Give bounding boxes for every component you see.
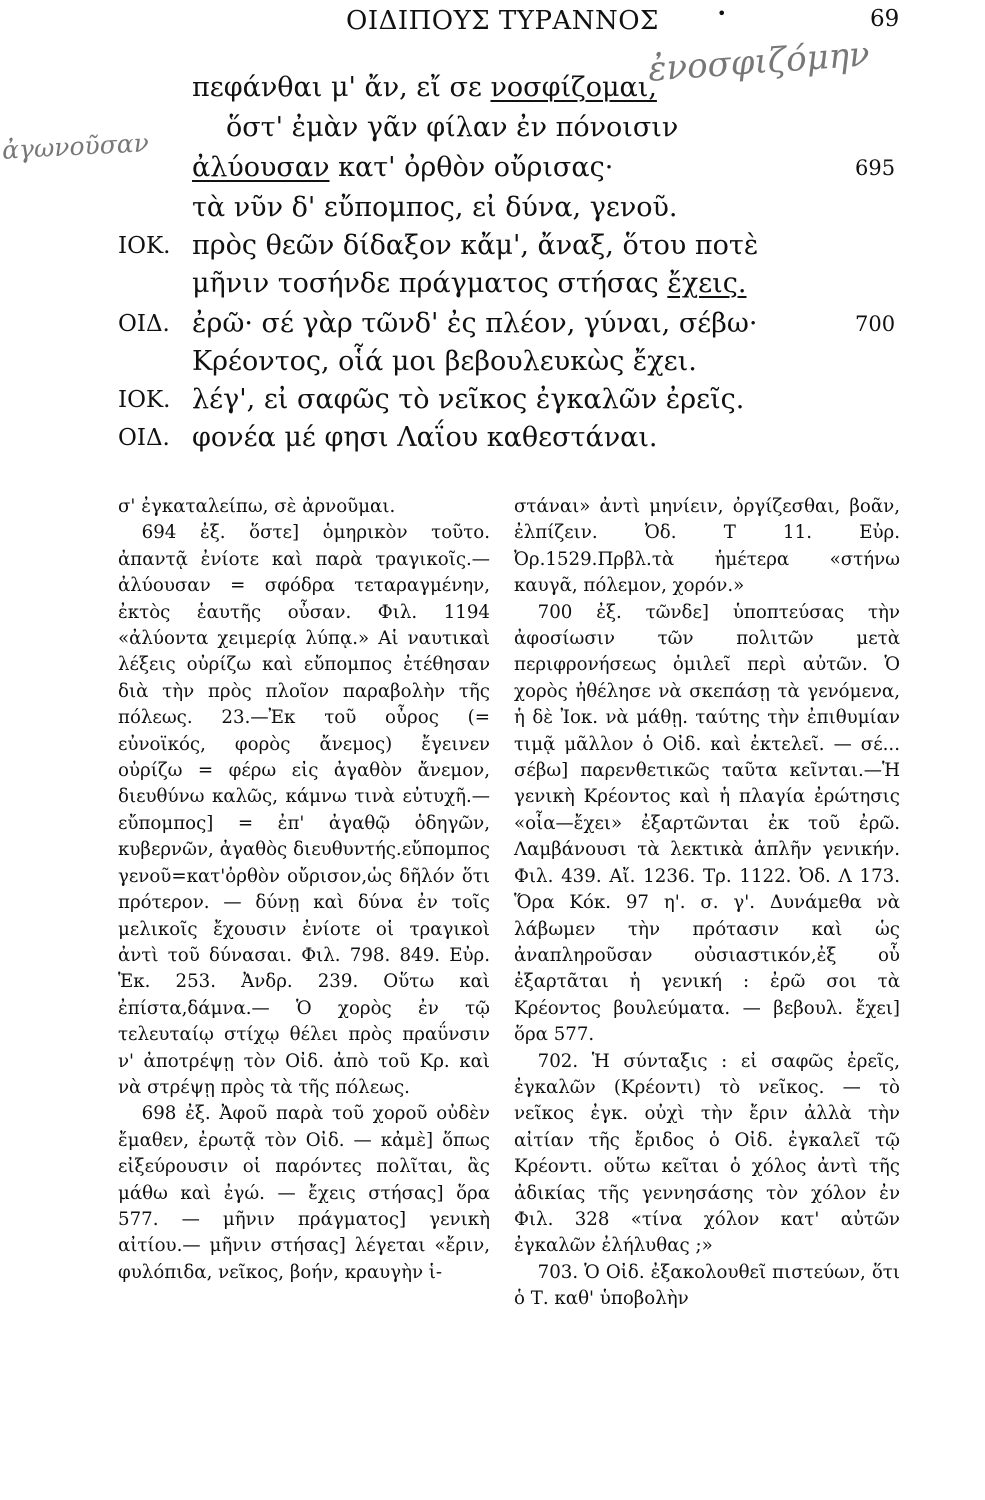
verse-line: τὰ νῦν δ' εὔπομπος, εἰ δύνα, γενοῦ. <box>192 192 678 223</box>
verse-line: πεφάνθαι μ' ἄν, εἴ σε νοσφίζομαι, <box>192 72 657 103</box>
underlined-word: νοσφίζομαι, <box>490 72 657 103</box>
speaker-label: ΙΟΚ. <box>118 387 171 413</box>
running-title: ΟΙΔΙΠΟΥΣ ΤΥΡΑΝΝΟΣ <box>346 6 659 36</box>
handwritten-note-left: ἀγωνοῦσαν <box>1 128 150 165</box>
speaker-label: ΟΙΔ. <box>118 425 170 451</box>
commentary-left-column <box>118 494 490 1286</box>
handwritten-note-right: ἐνοσφιζόμην <box>646 34 871 90</box>
speaker-label: ΟΙΔ. <box>118 311 170 337</box>
commentary-paragraph: 700 ἐξ. τῶνδε] ὑποπτεύσας τὴν ἀφοσίωσιν τῶν πολιτῶν μετὰ περιφρονήσεως ὁμιλεῖ περὶ αὐτῶν. Ὁ χορὸς ἠθέλησε νὰ σκεπάσῃ τὰ γενόμενα, ἡ δὲ Ἰοκ. νὰ μάθῃ. ταύτης τὴν ἐπιθυμίαν τιμᾷ μᾶλλον ὁ Οἰδ. καὶ ἐκτελεῖ. — σέ... σέβω] παρενθετικῶς ταῦτα κεῖνται.—Ἡ γενικὴ Κρέοντος καὶ ἡ πλαγία ἐρώτησις «οἷα—ἔχει» ἐξαρτῶνται ἐκ τοῦ ἐρῶ. Λαμβάνουσι τὰ λεκτικὰ ἁπλῆν γενικήν. Φιλ. 439. Αἴ. 1236. Τρ. 1122. Ὀδ. Λ 173. Ὅρα Κόκ. 97 η'. σ. γ'. Δυνάμεθα νὰ λάβωμεν τὴν πρότασιν καὶ ὡς ἀναπληροῦσαν οὐσιαστικόν,ἐξ οὗ ἐξαρτᾶται ἡ γενική : ἐρῶ σοι τὰ Κρέοντος βουλεύματα. — βεβουλ. ἔχει] ὅρα 577. <box>514 601 900 1046</box>
underlined-word: ἔχεις. <box>667 268 747 299</box>
commentary-paragraph: σ' ἐγκαταλείπω, σὲ ἀρνοῦμαι. <box>118 496 396 517</box>
commentary-paragraph: στάναι» ἀντὶ μηνίειν, ὀργίζεσθαι, βοᾶν, ἐλπίζειν. Ὀδ. Τ 11. Εὐρ. Ὀρ.1529.Πρβλ.τὰ ἡμέτερα «στήνω καυγᾶ, πόλεμον, χορόν.» <box>514 496 900 597</box>
commentary-paragraph: 703. Ὁ Οἰδ. ἐξακολουθεῖ πιστεύων, ὅτι ὁ Τ. καθ' ὑποβολὴν <box>514 1261 900 1310</box>
verse-line: Κρέοντος, οἷά μοι βεβουλευκὼς ἔχει. <box>192 346 697 377</box>
commentary-right-column <box>514 494 900 1313</box>
speaker-label: ΙΟΚ. <box>118 233 171 259</box>
commentary-paragraph: 702. Ἡ σύνταξις : εἰ σαφῶς ἐρεῖς, ἐγκαλῶν (Κρέοντι) τὸ νεῖκος. — τὸ νεῖκος ἐγκ. οὐχὶ τὴν ἔριν ἀλλὰ τὴν αἰτίαν τῆς ἔριδος ὁ Οἰδ. ἐγκαλεῖ τῷ Κρέοντι. οὕτω κεῖται ὁ χόλος ἀντὶ τῆς ἀδικίας τῆς γεννησάσης τὸν χόλον ἐν Φιλ. 328 «τίνα χόλον κατ' αὐτῶν ἐγκαλῶν ἐλήλυθας ;» <box>514 1050 900 1257</box>
commentary-paragraph: 694 ἐξ. ὅστε] ὁμηρικὸν τοῦτο. ἀπαντᾷ ἐνίοτε καὶ παρὰ τραγικοῖς.— ἀλύουσαν = σφόδρα τεταραγμένην, ἐκτὸς ἑαυτῆς οὖσαν. Φιλ. 1194 «ἀλύοντα χειμερίᾳ λύπᾳ.» Αἱ ναυτικαὶ λέξεις οὐρίζω καὶ εὔπομπος ἐτέθησαν διὰ τὴν πρὸς πλοῖον παραβολὴν τῆς πόλεως. 23.—Ἐκ τοῦ οὖρος (= εὐνοϊκός, φορὸς ἄνεμος) ἔγεινεν οὐρίζω = φέρω εἰς ἀγαθὸν ἄνεμον, διευθύνω καλῶς, κάμνω τινὰ εὐτυχῆ.—εὔπομπος] = ἐπ' ἀγαθῷ ὁδηγῶν, κυβερνῶν, ἀγαθὸς διευθυντής.εὔπομπος γενοῦ=κατ'ὀρθὸν οὔρισον,ὡς δῆλόν ὅτι πρότερον. — δύνῃ καὶ δύνα ἐν τοῖς μελικοῖς ἔχουσιν ἐνίοτε οἱ τραγικοὶ ἀντὶ τοῦ δύνασαι. Φιλ. 798. 849. Εὐρ. Ἑκ. 253. Ἀνδρ. 239. Οὕτω καὶ ἐπίστα,δάμνα.— Ὁ χορὸς ἐν τῷ τελευταίῳ στίχῳ θέλει πρὸς πραΰνσιν ν' ἀποτρέψῃ τὸν Οἰδ. ἀπὸ τοῦ Κρ. καὶ νὰ στρέψῃ πρὸς τὰ τῆς πόλεως. <box>118 522 490 1098</box>
commentary-paragraph: 698 ἐξ. Ἀφοῦ παρὰ τοῦ χοροῦ οὐδὲν ἔμαθεν, ἐρωτᾷ τὸν Οἰδ. — κἀμὲ] ὅπως εἰξεύρουσιν οἱ παρόντες πολῖται, ἃς μάθω καὶ ἐγώ. — ἔχεις στήσας] ὅρα 577. — μῆνιν πράγματος] γενικὴ αἰτίου.— μῆνιν στήσας] λέγεται «ἔριν, φυλόπιδα, νεῖκος, βοήν, κραυγὴν ἱ- <box>118 1103 490 1283</box>
verse-line: ὅστ' ἐμὰν γᾶν φίλαν ἐν πόνοισιν <box>226 112 679 143</box>
verse-line: ἀλύουσαν κατ' ὀρθὸν οὔρισας· 695 <box>0 146 985 190</box>
verse-line: ΟΙΔ. ἐρῶ· σέ γὰρ τῶνδ' ἐς πλέον, γύναι, σέβω· 700 <box>0 302 985 346</box>
underlined-word: ἀλύουσαν <box>192 152 330 183</box>
verse-line: ΙΟΚ. λέγ', εἰ σαφῶς τὸ νεῖκος ἐγκαλῶν ἐρεῖς. <box>0 378 985 422</box>
verse-line: ΟΙΔ. φονέα μέ φησι Λαΐου καθεστάναι. <box>0 416 985 460</box>
verse-line: ΙΟΚ. πρὸς θεῶν δίδαξον κἄμ', ἄναξ, ὅτου ποτὲ <box>0 224 985 268</box>
print-mark: • <box>717 4 727 23</box>
line-number: 695 <box>855 156 896 180</box>
line-number: 700 <box>855 312 896 336</box>
page-number: 69 <box>870 6 900 32</box>
verse-line: μῆνιν τοσήνδε πράγματος στήσας ἔχεις. <box>192 268 747 299</box>
